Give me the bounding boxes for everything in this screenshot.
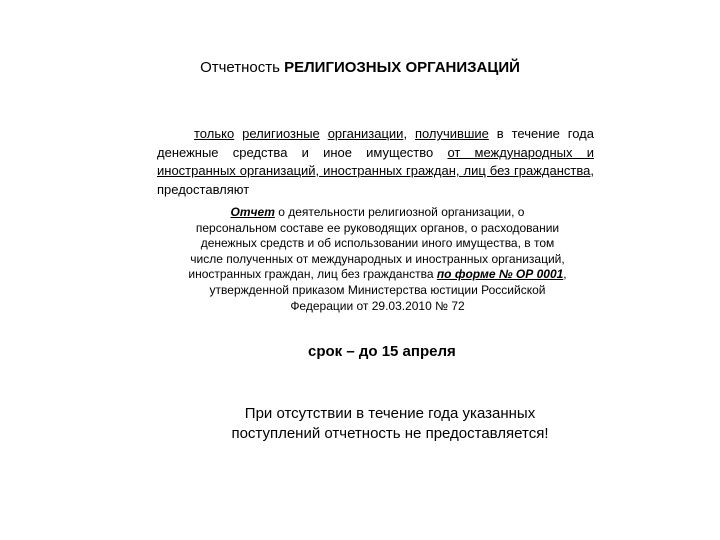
report-line-text: иностранных граждан, лиц без гражданства: [188, 267, 437, 282]
form-reference: по форме № ОР 0001: [436, 267, 564, 282]
report-line: [160, 267, 595, 283]
text-religious: религиозные: [242, 126, 320, 141]
title-bold: РЕЛИГИОЗНЫХ ОРГАНИЗАЦИЙ: [284, 59, 520, 76]
text-organizations: организации: [327, 126, 404, 141]
text-received: получившие: [414, 126, 489, 141]
report-label: Отчет: [230, 205, 275, 219]
report-line: утвержденной приказом Министерства юстиции Российской: [209, 282, 546, 297]
notice-line: При отсутствии в течение года указанных: [244, 405, 536, 422]
report-line: денежных средств и об использовании иного имущества, в том: [200, 236, 555, 251]
text-provide: , предоставляют: [157, 163, 594, 197]
text-only: только: [194, 126, 235, 141]
report-line-text: о деятельности религиозной организации, о: [274, 205, 525, 219]
eligibility-paragraph: [157, 125, 594, 199]
report-line: [160, 205, 595, 221]
report-line: числе полученных от международных и иностранных организаций,: [190, 251, 565, 266]
comma: ,: [563, 267, 567, 282]
report-line: Федерации от 29.03.2010 № 72: [290, 298, 465, 313]
space: [234, 126, 242, 141]
text-funds: в течение года денежные средства и иное имущество: [157, 126, 594, 160]
comma: ,: [403, 126, 415, 141]
report-line: персональном составе ее руководящих органов, о расходовании: [195, 220, 560, 235]
title-prefix: Отчетность: [200, 59, 285, 76]
page-title: [0, 58, 720, 78]
deadline-text: срок – до 15 апреля: [308, 343, 456, 360]
text-foreign-sources: от международных и иностранных организаций, иностранных граждан, лиц без гражданства: [157, 144, 594, 178]
no-report-notice: [200, 404, 580, 444]
notice-line: поступлений отчетность не предоставляется!: [231, 425, 549, 442]
report-description: [160, 205, 595, 314]
space: [320, 126, 328, 141]
